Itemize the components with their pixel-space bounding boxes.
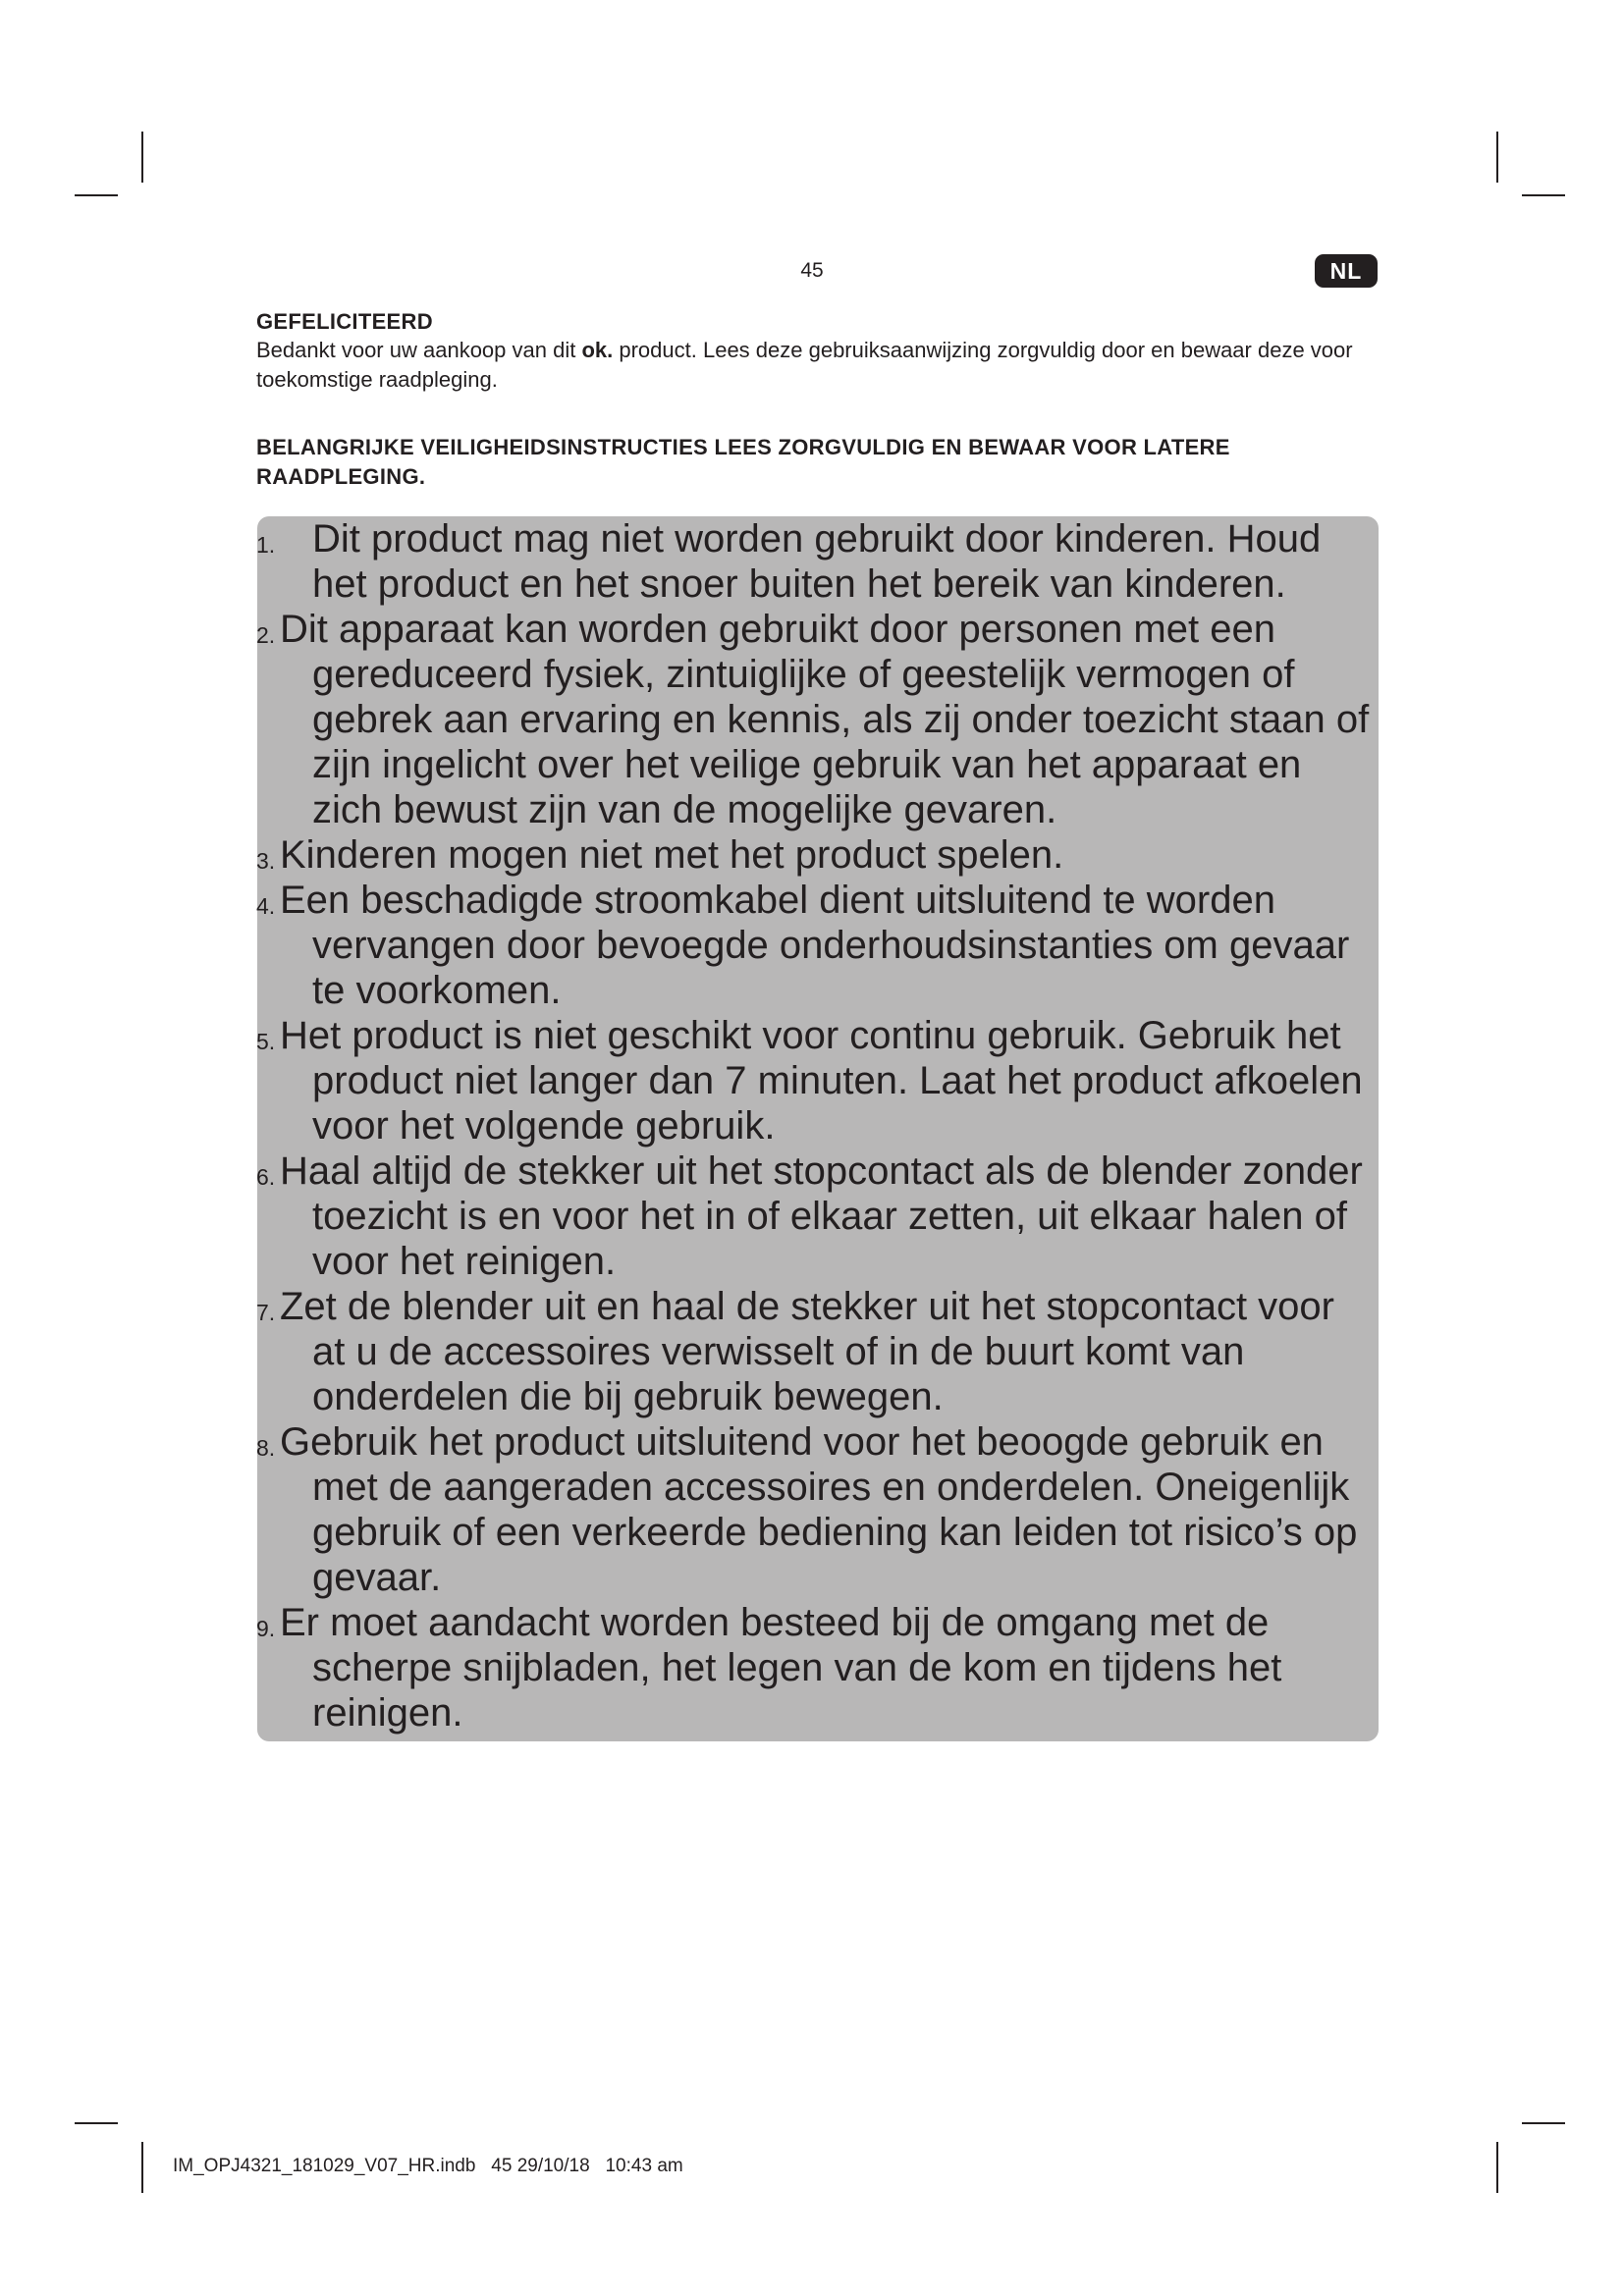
- safety-title: BELANGRIJKE VEILIGHEIDSINSTRUCTIES LEES ZORGVULDIG EN BEWAAR VOOR LATERE RAADPLEGING.: [256, 435, 1230, 489]
- safety-item-number: 7.: [256, 1300, 276, 1325]
- safety-item-1: [257, 516, 1379, 607]
- safety-item-number: 8.: [256, 1435, 276, 1461]
- page-number: 45: [800, 259, 824, 282]
- intro-text-before: Bedankt voor uw aankoop van dit: [256, 338, 582, 362]
- safety-item-number: 2.: [256, 622, 276, 648]
- language-badge: NL: [1315, 254, 1378, 288]
- safety-item-number: 9.: [256, 1616, 276, 1641]
- safety-item-number: 6.: [256, 1164, 276, 1190]
- safety-warning-box: [257, 516, 1379, 1741]
- crop-mark-bottom-right-vertical: [1496, 2142, 1498, 2193]
- brand-name: ok.: [581, 338, 614, 362]
- crop-mark-top-right-horizontal: [1522, 194, 1565, 196]
- safety-item-6: [257, 1148, 1379, 1284]
- safety-item-text: Het product is niet geschikt voor continu gebruik. Gebruik het product niet langer dan 7 minuten. Laat het product afkoelen voor het volgende gebruik.: [280, 1014, 1363, 1148]
- safety-item-text: Kinderen mogen niet met het product spelen.: [280, 833, 1064, 877]
- safety-item-text: Een beschadigde stroomkabel dient uitsluitend te worden vervangen door bevoegde onderhoudsinstanties om gevaar te voorkomen.: [280, 879, 1350, 1012]
- safety-item-2: [257, 607, 1379, 832]
- safety-item-text: Dit apparaat kan worden gebruikt door personen met een gereduceerd fysiek, zintuiglijke of geestelijk vermogen of gebrek aan ervaring en kennis, als zij onder toezicht staan of zijn ingelicht over het veilige gebruik van het apparaat en zich bewust zijn van de mogelijke gevaren.: [280, 608, 1370, 831]
- crop-mark-bottom-left-horizontal: [75, 2122, 118, 2124]
- safety-item-text: Dit product mag niet worden gebruikt door kinderen. Houd het product en het snoer buiten het bereik van kinderen.: [312, 517, 1322, 606]
- safety-item-7: [257, 1284, 1379, 1419]
- safety-item-number: 4.: [256, 893, 276, 919]
- safety-item-text: Zet de blender uit en haal de stekker uit het stopcontact voor at u de accessoires verwisselt of in de buurt komt van onderdelen die bij gebruik bewegen.: [280, 1285, 1334, 1418]
- safety-item-9: [257, 1600, 1379, 1735]
- crop-mark-bottom-right-horizontal: [1522, 2122, 1565, 2124]
- safety-item-text: Gebruik het product uitsluitend voor het beoogde gebruik en met de aangeraden accessoires en onderdelen. Oneigenlijk gebruik of een verkeerde bediening kan leiden tot risico’s op gevaar.: [280, 1420, 1358, 1599]
- crop-mark-top-left-vertical: [141, 132, 143, 183]
- safety-item-number: 3.: [256, 848, 276, 874]
- intro-text-after: product. Lees deze gebruiksaanwijzing zorgvuldig door en bewaar deze voor toekomstige raadpleging.: [256, 338, 1353, 392]
- safety-item-number: 5.: [256, 1029, 276, 1054]
- safety-item-4: [257, 878, 1379, 1013]
- safety-instruction-list: [257, 516, 1379, 1735]
- print-slug: IM_OPJ4321_181029_V07_HR.indb 45 29/10/18 10:43 am: [173, 2156, 683, 2176]
- safety-item-8: [257, 1419, 1379, 1600]
- intro-text: [256, 336, 1385, 395]
- intro-heading: GEFELICITEERD: [256, 309, 433, 334]
- crop-mark-top-left-horizontal: [75, 194, 118, 196]
- intro-section: [256, 308, 1385, 395]
- safety-item-3: [257, 832, 1379, 878]
- safety-item-number: 1.: [256, 532, 276, 558]
- safety-item-text: Haal altijd de stekker uit het stopcontact als de blender zonder toezicht is en voor het in of elkaar zetten, uit elkaar halen of voor het reinigen.: [280, 1149, 1363, 1283]
- crop-mark-bottom-left-vertical: [141, 2142, 143, 2193]
- safety-item-5: [257, 1013, 1379, 1148]
- crop-mark-top-right-vertical: [1496, 132, 1498, 183]
- safety-item-text: Er moet aandacht worden besteed bij de omgang met de scherpe snijbladen, het legen van de kom en tijdens het reinigen.: [280, 1601, 1282, 1735]
